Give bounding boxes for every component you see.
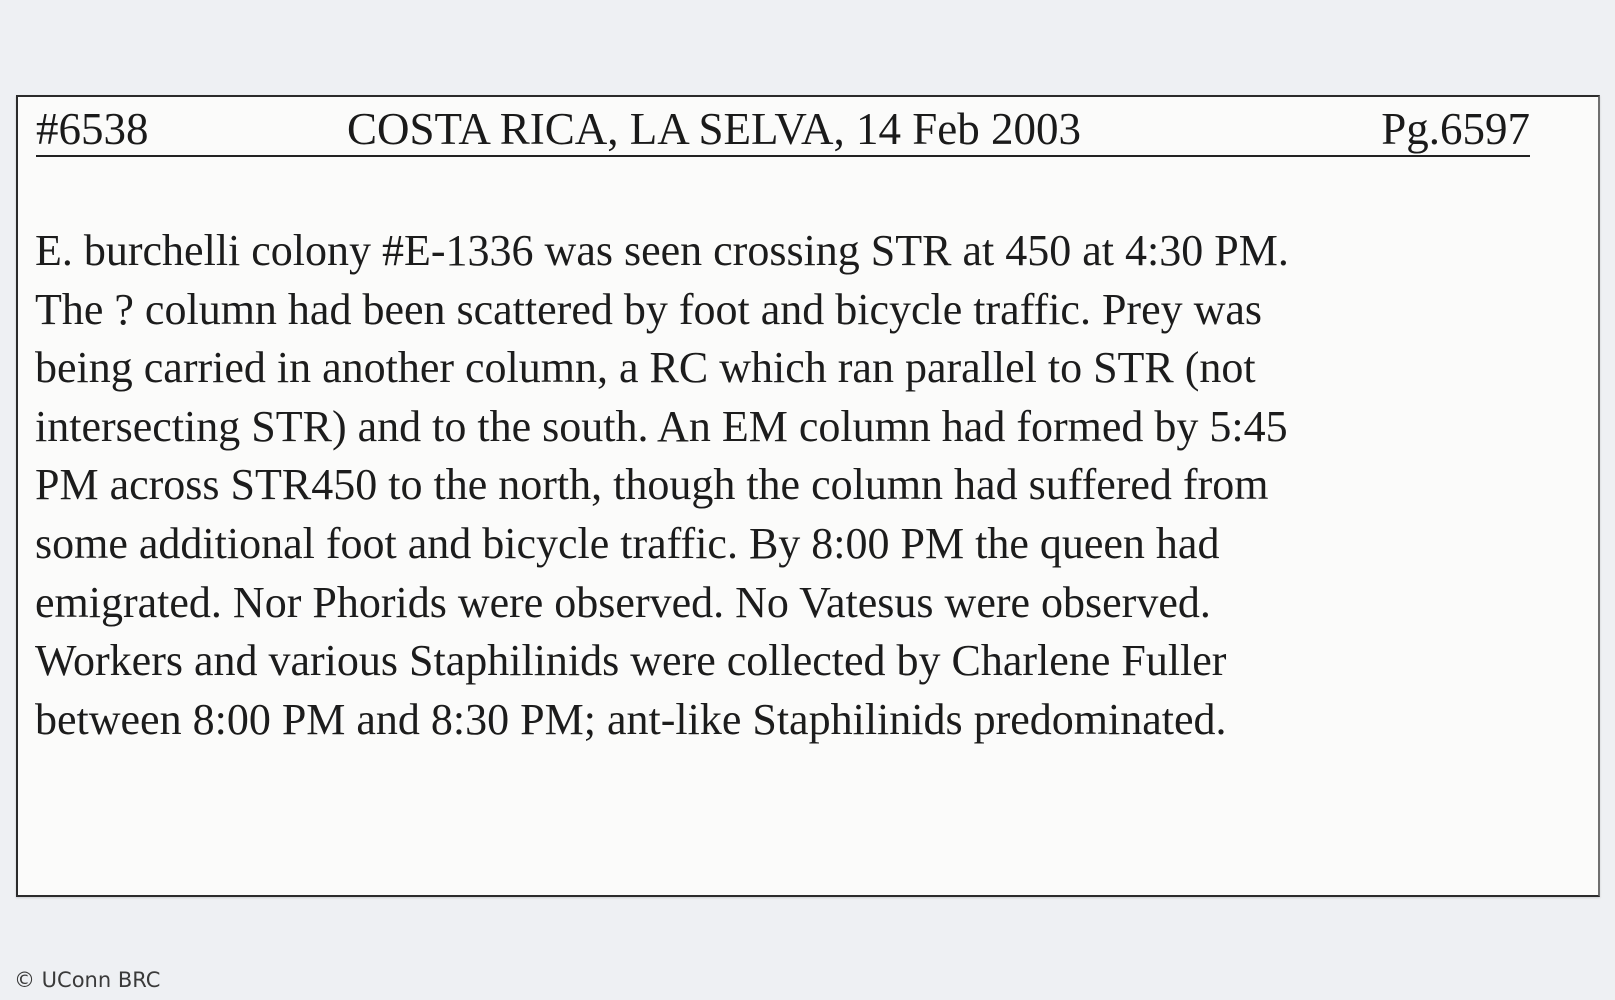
text-line: PM across STR450 to the north, though the column had suffered from (35, 460, 1269, 510)
text-line: between 8:00 PM and 8:30 PM; ant-like Staphilinids predominated. (35, 694, 1227, 744)
text-line: emigrated. Nor Phorids were observed. No Vatesus were observed. (35, 577, 1211, 627)
observation-text (35, 222, 1565, 749)
text-line: Workers and various Staphilinids were collected by Charlene Fuller (35, 636, 1227, 686)
copyright-credit: © UConn BRC (14, 968, 161, 992)
location-date-title: COSTA RICA, LA SELVA, 14 Feb 2003 (347, 104, 1082, 154)
field-note-card (16, 95, 1600, 897)
text-line: The ? column had been scattered by foot and bicycle traffic. Prey was (35, 284, 1263, 334)
card-header (36, 103, 1530, 157)
text-line: intersecting STR) and to the south. An EM column had formed by 5:45 (35, 401, 1288, 451)
text-line: being carried in another column, a RC which ran parallel to STR (not (35, 343, 1256, 393)
text-line: some additional foot and bicycle traffic. By 8:00 PM the queen had (35, 518, 1220, 568)
text-line: E. burchelli colony #E-1336 was seen crossing STR at 450 at 4:30 PM. (35, 226, 1289, 275)
page-number: Pg.6597 (1381, 104, 1530, 154)
record-number: #6538 (36, 104, 149, 154)
